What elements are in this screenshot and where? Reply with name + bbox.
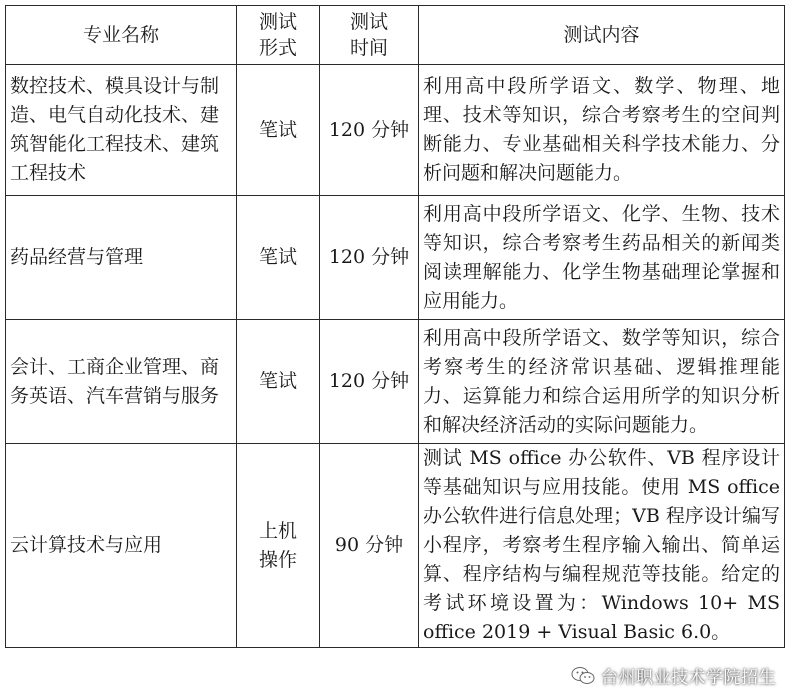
- form-cell: [237, 444, 320, 648]
- content-cell: 利用高中段所学语文、数学等知识，综合考察考生的经济常识基础、逻辑推理能力、运算能力和综合运用所学的知识分析和解决经济活动的实际问题能力。: [419, 320, 785, 444]
- table-row: [6, 65, 785, 196]
- major-cell: 云计算技术与应用: [6, 444, 237, 648]
- watermark-text: 台州职业技术学院招生: [601, 668, 776, 688]
- form-text: 上机 操作: [258, 519, 297, 571]
- major-cell: 药品经营与管理: [6, 196, 237, 320]
- content-cell: 利用高中段所学语文、数学、物理、地理、技术等知识，综合考察考生的空间判断能力、专业基础相关科学技术能力、分析问题和解决问题能力。: [419, 65, 785, 196]
- header-form-text: 测试 形式: [258, 11, 297, 59]
- header-time: [320, 6, 419, 65]
- header-content: 测试内容: [419, 6, 785, 65]
- form-cell: [237, 65, 320, 196]
- table-row: [6, 444, 785, 648]
- content-cell: 测试 MS office 办公软件、VB 程序设计等基础知识与应用技能。使用 MS office 办公软件进行信息处理；VB 程序设计编写小程序，考察考生程序输入输出、简单运算、程序结构与编程规范等技能。给定的考试环境设置为：Windows 10+ MS office 2019 + Visual Basic 6.0。: [419, 444, 785, 648]
- table-row: [6, 320, 785, 444]
- form-text: 笔试: [258, 370, 297, 392]
- header-major: 专业名称: [6, 6, 237, 65]
- time-cell: 90 分钟: [320, 444, 419, 648]
- major-cell: 数控技术、模具设计与制造、电气自动化技术、建筑智能化工程技术、建筑工程技术: [6, 65, 237, 196]
- header-row: [6, 6, 785, 65]
- table-row: [6, 196, 785, 320]
- time-cell: 120 分钟: [320, 65, 419, 196]
- time-cell: 120 分钟: [320, 320, 419, 444]
- form-text: 笔试: [258, 246, 297, 268]
- header-time-text: 测试 时间: [349, 11, 388, 59]
- wechat-icon: [571, 666, 595, 686]
- form-cell: [237, 320, 320, 444]
- header-form: [237, 6, 320, 65]
- form-text: 笔试: [258, 118, 297, 141]
- form-cell: [237, 196, 320, 320]
- time-cell: 120 分钟: [320, 196, 419, 320]
- major-cell: 会计、工商企业管理、商务英语、汽车营销与服务: [6, 320, 237, 444]
- content-cell: 利用高中段所学语文、化学、生物、技术等知识，综合考察考生药品相关的新闻类阅读理解能力、化学生物基础理论掌握和应用能力。: [419, 196, 785, 320]
- watermark: [571, 663, 776, 688]
- exam-table: [5, 5, 785, 648]
